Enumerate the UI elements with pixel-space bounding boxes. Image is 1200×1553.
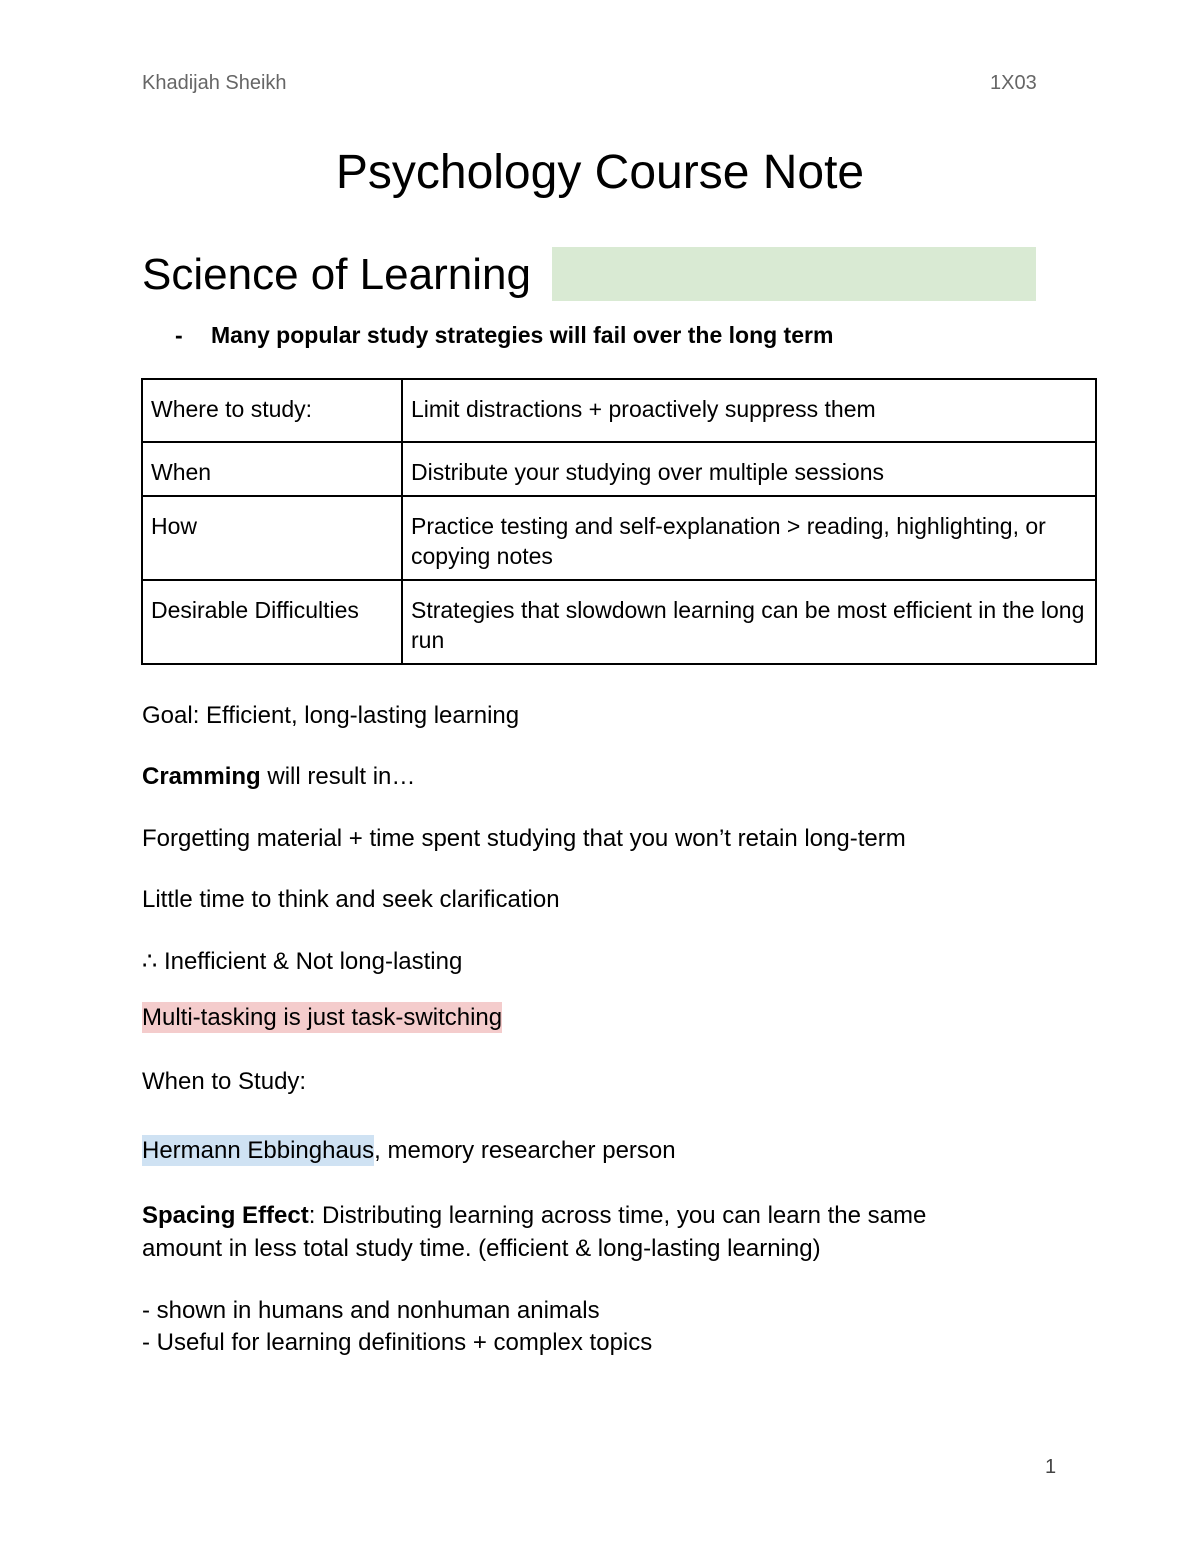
ebbinghaus-text (142, 1137, 676, 1165)
table-value-cell: Limit distractions + proactively suppress them (402, 379, 1096, 442)
table-value-cell: Strategies that slowdown learning can be most efficient in the long run (402, 580, 1096, 664)
table-row (142, 496, 1096, 580)
bullet-text: Many popular study strategies will fail over the long term (211, 322, 834, 348)
page-title: Psychology Course Note (335, 146, 865, 199)
cramming-bold: Cramming (142, 763, 261, 790)
spacing-effect-def: : Distributing learning across time, you can learn the same (308, 1202, 927, 1229)
page-number: 1 (1045, 1456, 1057, 1478)
intro-bullet (175, 322, 833, 349)
bullet-dash: - (175, 322, 183, 348)
spacing-effect-line1 (142, 1202, 926, 1230)
header-author: Khadijah Sheikh (142, 72, 287, 94)
green-highlight-block (552, 247, 1036, 301)
table-key-cell: Where to study: (142, 379, 402, 442)
study-strategy-table (141, 378, 1097, 665)
table-row (142, 580, 1096, 664)
table-value-cell: Distribute your studying over multiple sessions (402, 442, 1096, 496)
forgetting-text: Forgetting material + time spent studying that you won’t retain long-term (142, 825, 906, 852)
table-key-cell: When (142, 442, 402, 496)
table-row (142, 442, 1096, 496)
multitasking-highlight: Multi-tasking is just task-switching (142, 1004, 503, 1031)
cramming-rest: will result in… (260, 763, 416, 790)
ebbinghaus-rest: , memory researcher person (374, 1137, 676, 1164)
therefore-text: ∴ Inefficient & Not long-lasting (142, 948, 463, 975)
table-key-cell: How (142, 496, 402, 580)
point-humans-animals: - shown in humans and nonhuman animals (142, 1297, 600, 1324)
table-value-cell: Practice testing and self-explanation > reading, highlighting, or copying notes (402, 496, 1096, 580)
point-useful-definitions: - Useful for learning definitions + complex topics (142, 1329, 653, 1356)
multitasking-text (142, 1004, 502, 1032)
when-to-study-text: When to Study: (142, 1068, 307, 1095)
table-key-cell: Desirable Difficulties (142, 580, 402, 664)
ebbinghaus-name-highlight: Hermann Ebbinghaus (142, 1137, 375, 1164)
cramming-text (142, 763, 415, 791)
section-heading: Science of Learning (142, 250, 531, 299)
goal-text: Goal: Efficient, long-lasting learning (142, 702, 520, 729)
spacing-effect-bold: Spacing Effect (142, 1202, 309, 1229)
spacing-effect-line2: amount in less total study time. (efficient & long-lasting learning) (142, 1235, 821, 1262)
little-time-text: Little time to think and seek clarification (142, 886, 560, 913)
table-row (142, 379, 1096, 442)
header-course-code: 1X03 (990, 72, 1037, 94)
